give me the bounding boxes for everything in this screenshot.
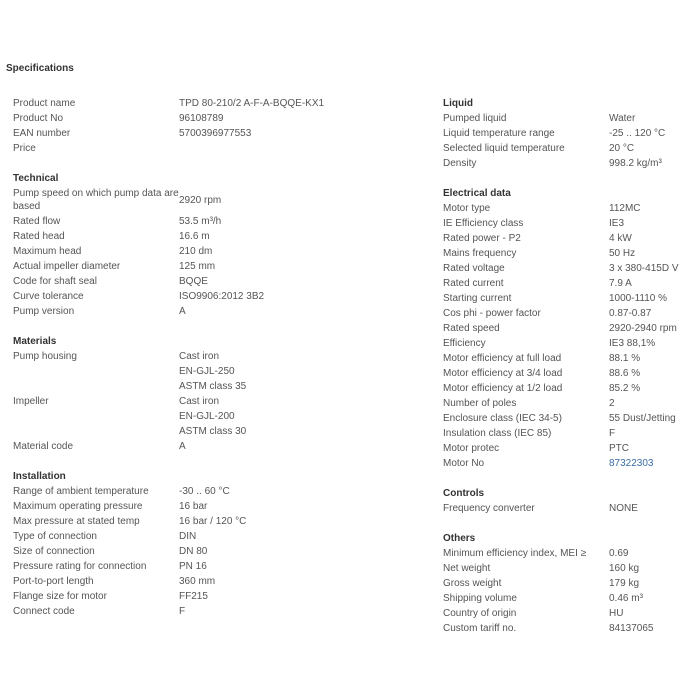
spec-row: [13, 484, 431, 499]
spec-label: Impeller: [13, 396, 49, 407]
spec-value: [179, 529, 196, 544]
spec-value: [609, 291, 667, 306]
spec-value-line: 2920 rpm: [179, 194, 222, 206]
spec-label: Pump version: [13, 306, 75, 317]
spec-value-line: 210 dm: [179, 246, 213, 257]
spec-value: [179, 186, 221, 214]
spec-value-line: 998.2 kg/m³: [609, 158, 662, 169]
section-technical: [13, 171, 431, 319]
spec-row: [443, 261, 693, 276]
spec-row: [13, 244, 431, 259]
spec-value: [609, 261, 679, 276]
spec-label: Motor protec: [443, 443, 500, 454]
spec-row: [443, 621, 693, 636]
page-title: Specifications: [6, 63, 74, 74]
spec-value-line: 16.6 m: [179, 231, 210, 242]
spec-value-line: HU: [609, 608, 624, 619]
spec-value-line: 7.9 A: [609, 278, 632, 289]
spec-label: Custom tariff no.: [443, 623, 517, 634]
spec-value: [609, 606, 623, 621]
spec-label: Pressure rating for connection: [13, 561, 147, 572]
spec-label: EAN number: [13, 128, 71, 139]
section-materials: [13, 334, 431, 454]
spec-value: [609, 381, 640, 396]
spec-value-line: ASTM class 35: [179, 381, 247, 392]
spec-value: [609, 321, 677, 336]
spec-value: [609, 306, 651, 321]
spec-value-line: PN 16: [179, 561, 207, 572]
spec-value-line: 4 kW: [609, 233, 632, 244]
spec-row: [443, 366, 693, 381]
section-title: Technical: [13, 173, 59, 184]
spec-label: Motor efficiency at 1/2 load: [443, 383, 563, 394]
spec-value: [179, 259, 215, 274]
spec-label: Motor efficiency at 3/4 load: [443, 368, 563, 379]
spec-value: [179, 126, 251, 141]
spec-row: [13, 544, 431, 559]
spec-label: Rated voltage: [443, 263, 505, 274]
spec-row: [443, 351, 693, 366]
spec-label: Gross weight: [443, 578, 502, 589]
spec-label: Code for shaft seal: [13, 276, 97, 287]
spec-value: [609, 246, 635, 261]
spec-value: [179, 304, 186, 319]
spec-value: [609, 561, 639, 576]
spec-value: [179, 214, 221, 229]
spec-row: [13, 574, 431, 589]
spec-label: Max pressure at stated temp: [13, 516, 140, 527]
spec-label: Shipping volume: [443, 593, 517, 604]
spec-row: [13, 259, 431, 274]
spec-value: [179, 544, 207, 559]
spec-value: [609, 591, 643, 606]
spec-value: [609, 351, 640, 366]
spec-row: [443, 156, 693, 171]
spec-row: [13, 274, 431, 289]
spec-value: [609, 201, 641, 216]
spec-label: Product No: [13, 113, 64, 124]
spec-value-line: 0.69: [609, 548, 629, 559]
spec-row: [443, 126, 693, 141]
spec-row: [443, 111, 693, 126]
spec-row: [13, 514, 431, 529]
spec-value-line: -30 .. 60 °C: [179, 486, 230, 497]
spec-row: [13, 559, 431, 574]
spec-row: [443, 276, 693, 291]
spec-label: Minimum efficiency index, MEI ≥: [443, 548, 587, 559]
spec-label: Material code: [13, 441, 74, 452]
spec-label: Rated power - P2: [443, 233, 521, 244]
spec-value: [609, 501, 638, 516]
spec-value: [609, 126, 665, 141]
spec-value: [179, 229, 210, 244]
spec-value: [609, 141, 634, 156]
spec-value-line: 2920-2940 rpm: [609, 323, 677, 334]
spec-row: [13, 289, 431, 304]
spec-label: Density: [443, 158, 477, 169]
spec-value-line: 1000-1110 %: [609, 293, 668, 304]
spec-value: [179, 111, 224, 126]
spec-row: [443, 546, 693, 561]
right-column: [443, 96, 693, 651]
section-title: Others: [443, 533, 476, 544]
spec-value-line: 3 x 380-415D V: [609, 263, 679, 274]
spec-row: [443, 201, 693, 216]
spec-label: Pump housing: [13, 351, 77, 362]
spec-value-line: 125 mm: [179, 261, 216, 272]
spec-value: [609, 336, 655, 351]
section-controls: [443, 486, 693, 516]
spec-value-line: F: [179, 606, 186, 617]
spec-value: [609, 621, 654, 636]
spec-label: Port-to-port length: [13, 576, 94, 587]
spec-label: Enclosure class (IEC 34-5): [443, 413, 562, 424]
spec-row: [13, 304, 431, 319]
spec-value-line: 16 bar: [179, 501, 208, 512]
spec-row: [13, 141, 431, 156]
spec-label: Rated current: [443, 278, 504, 289]
left-column: [13, 96, 431, 634]
spec-value: [179, 244, 212, 259]
spec-value-line: IE3 88,1%: [609, 338, 656, 349]
spec-value-line: PTC: [609, 443, 629, 454]
spec-row: [13, 604, 431, 619]
section-others: [443, 531, 693, 636]
spec-label: Connect code: [13, 606, 75, 617]
spec-row: [443, 426, 693, 441]
spec-row: [13, 529, 431, 544]
spec-row: [13, 126, 431, 141]
spec-value-line: 0.87-0.87: [609, 308, 652, 319]
spec-label: Motor type: [443, 203, 491, 214]
spec-label: Rated speed: [443, 323, 500, 334]
spec-value-line: NONE: [609, 503, 638, 514]
section-liquid: [443, 96, 693, 171]
spec-label: Pump speed on which pump data are based: [13, 188, 179, 212]
section-title: Materials: [13, 336, 57, 347]
spec-label: Motor efficiency at full load: [443, 353, 562, 364]
spec-row: [13, 111, 431, 126]
spec-row: [13, 439, 431, 454]
spec-value-line: IE3: [609, 218, 625, 229]
spec-label: Selected liquid temperature: [443, 143, 565, 154]
spec-value-line: ASTM class 30: [179, 426, 247, 437]
spec-value-line: 88.6 %: [609, 368, 641, 379]
spec-value: [609, 366, 640, 381]
spec-label: Country of origin: [443, 608, 517, 619]
spec-label: Cos phi - power factor: [443, 308, 541, 319]
section-title: Installation: [13, 471, 66, 482]
spec-value-line: 96108789: [179, 113, 224, 124]
spec-value: [179, 499, 207, 514]
spec-label: Pumped liquid: [443, 113, 507, 124]
spec-value: [609, 216, 624, 231]
spec-value: [179, 289, 264, 304]
spec-value-line: 16 bar / 120 °C: [179, 516, 247, 527]
spec-label: Product name: [13, 98, 76, 109]
spec-value-line: A: [179, 306, 186, 317]
spec-label: Flange size for motor: [13, 591, 107, 602]
spec-label: Price: [13, 143, 36, 154]
spec-row: [443, 411, 693, 426]
spec-label: Number of poles: [443, 398, 517, 409]
spec-value-line: -25 .. 120 °C: [609, 128, 666, 139]
spec-value: [179, 394, 246, 439]
spec-value: [179, 589, 208, 604]
spec-label: Starting current: [443, 293, 512, 304]
spec-row: [443, 606, 693, 621]
spec-value-line: EN-GJL-200: [179, 411, 235, 422]
spec-label: Mains frequency: [443, 248, 517, 259]
spec-value: [609, 396, 615, 411]
spec-value-line: Water: [609, 113, 636, 124]
spec-label: Net weight: [443, 563, 491, 574]
spec-value-line: 112MC: [609, 203, 641, 214]
spec-value: [179, 96, 324, 111]
spec-value-line: FF215: [179, 591, 208, 602]
spec-value: [179, 604, 185, 619]
spec-value-line: 20 °C: [609, 143, 635, 154]
spec-value: [609, 411, 676, 426]
spec-row: [13, 214, 431, 229]
spec-value: [179, 574, 215, 589]
spec-row: [443, 441, 693, 456]
section-installation: [13, 469, 431, 619]
spec-row: [443, 246, 693, 261]
spec-row: [13, 96, 431, 111]
spec-value-line: A: [179, 441, 186, 452]
spec-row: [443, 396, 693, 411]
section-title: Electrical data: [443, 188, 511, 199]
spec-value: [609, 441, 629, 456]
spec-row: [13, 349, 431, 394]
spec-row: [13, 394, 431, 439]
spec-value-line: Cast iron: [179, 351, 220, 362]
spec-row: [443, 291, 693, 306]
spec-value-line: EN-GJL-250: [179, 366, 235, 377]
spec-value-line: 53.5 m³/h: [179, 216, 222, 227]
spec-value-line: 2: [609, 398, 615, 409]
spec-value-link[interactable]: 87322303: [609, 458, 654, 469]
spec-label: Motor No: [443, 458, 485, 469]
spec-label: Actual impeller diameter: [13, 261, 121, 272]
spec-value: [609, 111, 635, 126]
spec-label: Rated head: [13, 231, 65, 242]
spec-value: [609, 156, 662, 171]
spec-value-line: 179 kg: [609, 578, 640, 589]
spec-value-line: Cast iron: [179, 396, 220, 407]
spec-value-line: 5700396977553: [179, 128, 252, 139]
spec-row: [443, 321, 693, 336]
spec-value: [609, 456, 654, 471]
spec-label: Type of connection: [13, 531, 97, 542]
spec-label: IE Efficiency class: [443, 218, 524, 229]
spec-row: [443, 561, 693, 576]
spec-label: Insulation class (IEC 85): [443, 428, 552, 439]
spec-row: [13, 499, 431, 514]
spec-value-line: DN 80: [179, 546, 208, 557]
spec-label: Range of ambient temperature: [13, 486, 149, 497]
spec-value: [609, 276, 632, 291]
spec-row: [443, 306, 693, 321]
section-title: Controls: [443, 488, 485, 499]
section-title: Liquid: [443, 98, 473, 109]
spec-row: [443, 501, 693, 516]
spec-row: [443, 576, 693, 591]
spec-label: Maximum head: [13, 246, 82, 257]
spec-value: [179, 484, 230, 499]
spec-value-line: 0.46 m³: [609, 593, 643, 604]
spec-value-line: BQQE: [179, 276, 208, 287]
section-general: [13, 96, 431, 156]
spec-label: Rated flow: [13, 216, 61, 227]
spec-label: Liquid temperature range: [443, 128, 555, 139]
spec-value: [609, 576, 639, 591]
spec-value-line: 55 Dust/Jetting: [609, 413, 676, 424]
spec-value-line: 160 kg: [609, 563, 640, 574]
spec-value: [179, 439, 186, 454]
spec-value: [609, 546, 628, 561]
section-electrical-data: [443, 186, 693, 471]
spec-value-line: 50 Hz: [609, 248, 636, 259]
spec-value: [179, 514, 246, 529]
spec-value: [609, 231, 632, 246]
spec-value: [609, 426, 615, 441]
spec-value-line: ISO9906:2012 3B2: [179, 291, 265, 302]
spec-row: [443, 231, 693, 246]
spec-label: Maximum operating pressure: [13, 501, 143, 512]
spec-value-line: 88.1 %: [609, 353, 641, 364]
spec-value-line: F: [609, 428, 616, 439]
spec-value-line: 360 mm: [179, 576, 216, 587]
spec-value-line: DIN: [179, 531, 197, 542]
spec-value-line: 84137065: [609, 623, 654, 634]
spec-row: [443, 591, 693, 606]
spec-row: [13, 186, 431, 214]
spec-value: [179, 274, 208, 289]
spec-row: [13, 589, 431, 604]
spec-value-line: TPD 80-210/2 A-F-A-BQQE-KX1: [179, 98, 325, 109]
spec-value: [179, 349, 246, 394]
spec-row: [443, 456, 693, 471]
spec-label: Size of connection: [13, 546, 95, 557]
spec-row: [443, 216, 693, 231]
spec-label: Curve tolerance: [13, 291, 84, 302]
spec-row: [443, 336, 693, 351]
spec-value: [179, 559, 207, 574]
spec-row: [443, 141, 693, 156]
spec-value-line: 85.2 %: [609, 383, 641, 394]
spec-row: [443, 381, 693, 396]
spec-label: Efficiency: [443, 338, 486, 349]
spec-row: [13, 229, 431, 244]
spec-label: Frequency converter: [443, 503, 535, 514]
